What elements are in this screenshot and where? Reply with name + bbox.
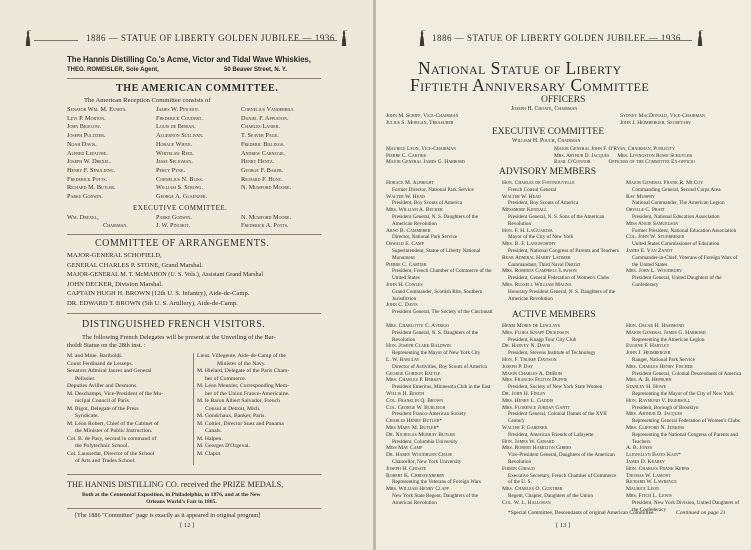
list-item: Jesse Seligman. <box>156 158 193 166</box>
executive-col2 <box>554 146 695 166</box>
officers-chairman: Joseph H. Choate, Chairman <box>511 106 578 112</box>
right-page-number: [ 13 ] <box>556 522 571 529</box>
active-members-title: ACTIVE MEMBERS <box>512 310 596 320</box>
member-name: Mrs. Charles Henry Fischer <box>626 363 693 370</box>
prize-medals-line: THE HANNIS DISTILLING CO. received the PRIZE MEDALS, <box>67 480 284 489</box>
member-name: Mrs. B. F. Langworthy <box>502 241 557 248</box>
list-item: Frederick Coudert. <box>156 114 203 122</box>
statue-of-liberty-icon <box>340 30 348 46</box>
list-item: Henry Hentz. <box>241 158 275 166</box>
member-name: John C. Davis <box>386 302 418 309</box>
list-item: Whitelaw Reid. <box>156 149 194 157</box>
member-name: Mrs. Flora Knapp Dickinson <box>502 329 569 336</box>
right-page <box>376 0 751 550</box>
ad-address: 50 Beaver Street, N. Y. <box>224 67 287 73</box>
member-name: Mrs. Robert Hamilton Gibbes <box>502 445 572 452</box>
statue-of-liberty-icon <box>696 30 704 46</box>
list-item: M. le Baron Albert Salvador, French <box>197 398 281 404</box>
french-visitors-title: DISTINGUISHED FRENCH VISITORS. <box>82 319 266 330</box>
member-description: President General, The Society of the Cincinnati <box>392 309 493 316</box>
member-description: President, American Friends of Lafayette <box>508 431 594 438</box>
member-description: President Franco-American Society <box>392 411 467 418</box>
list-item: the Minister of Public Instruction. <box>75 428 153 434</box>
member-description: President, National Congress of Parents and Teachers <box>508 247 619 254</box>
list-item: Noah Davis. <box>67 140 97 148</box>
officers-title: OFFICERS <box>541 95 586 105</box>
member-name: Robert K. Christenberry <box>386 472 445 479</box>
member-name: Thomas W. Lamont <box>626 472 671 479</box>
left-page-number: [ 12 ] <box>180 522 195 529</box>
list-item: William S. Strong. <box>156 184 204 192</box>
member-name: Col. John W. Stuebbeker <box>626 234 685 241</box>
executive-item: Maurice Leon, Vice-Chairman <box>386 146 456 152</box>
member-name: Col. Franklin Q. Brown <box>386 397 444 404</box>
executive-committee-heading: EXECUTIVE COMMITTEE <box>492 127 605 137</box>
list-item: M. Léon Meunier, Corresponding Mem- <box>197 383 290 389</box>
list-item: JOHN DECKER, Division Marshal. <box>67 280 163 288</box>
list-item: M. Deschamps, Vice-President of the Mu- <box>67 390 164 397</box>
executive-item: Mrs. Livingston Rowe Schuyler <box>617 152 692 159</box>
list-item: MAJOR-GENERAL SCHOFIELD, <box>67 252 162 259</box>
member-description: Commander-in-Chief, Veterans of Foreign Wars of the United States <box>632 254 738 268</box>
list-item: M. Léon Robert, Chief of the Cabinet of <box>67 420 159 427</box>
executive-member: Chairman. <box>103 222 128 229</box>
member-name: Mrs. A. B. Hepburn <box>626 377 672 384</box>
executive-item: Officers of the Committee Ex-officio <box>608 159 695 166</box>
advisory-col3 <box>626 180 742 289</box>
american-committee-title: THE AMERICAN COMMITTEE. <box>116 83 279 94</box>
member-description: United States Commissioner of Education <box>632 241 720 248</box>
member-name: Major Charles A. DeBois <box>502 370 563 377</box>
member-name: Mrs. John L. Woodbury <box>626 268 682 275</box>
member-name: Stanley H. Howe <box>626 384 667 391</box>
member-name: John J. Heimberger <box>626 350 671 357</box>
member-description: President, National Education Association <box>632 213 720 220</box>
member-name: Hon. Charles de Fontnouvelle <box>502 180 575 186</box>
member-name: Mrs Mary M. Butler* <box>386 424 440 431</box>
member-name: Mrs. Charles P. Berkey <box>386 377 442 384</box>
list-item: Lieut. Villegente, Aide-de-Camp of the <box>197 353 286 359</box>
list-item: T. Seaver Page. <box>241 132 279 140</box>
member-name: L. W. Barclay <box>386 356 420 363</box>
member-name: Hon. Raymond V. Ingersoll <box>626 397 691 404</box>
member-description: President, General Federation of Women's Clubs <box>508 275 609 282</box>
list-item: John Bigelow. <box>67 123 102 131</box>
member-name: Charles Henry Butler* <box>386 418 443 425</box>
list-item: nicipal Council of Paris. <box>75 398 131 404</box>
member-name: John H. Cowles <box>386 281 423 288</box>
advisory-col1 <box>386 180 496 316</box>
list-item: Senator Wm. M. Evarts. <box>67 106 127 113</box>
list-item: Horace White. <box>156 140 193 148</box>
member-name: Horace M. Albright <box>386 180 434 186</box>
ad-title: The Hannis Distilling Co.'s Acme, Victor and Tidal Wave Whiskies, <box>67 55 311 64</box>
visitors-col2 <box>197 353 290 458</box>
member-name: Eugene F. Hartley <box>626 343 670 350</box>
member-name: James E. Van Zandt <box>626 247 673 254</box>
right-page-header <box>376 33 751 47</box>
member-description: President, Boy Scouts of America <box>392 200 463 207</box>
member-description: Representing General Federation of Women's Clubs <box>632 418 740 425</box>
executive-member: N. Mumford Moore. <box>241 214 292 221</box>
member-description: Commanding General, Second Corps Area <box>632 186 721 193</box>
member-description: President, Borough of Brooklyn <box>632 404 699 411</box>
member-description: President General, United Daughters of the Confederacy <box>632 275 722 288</box>
committee-title-line2: Fiftieth Anniversary Committee <box>410 75 650 95</box>
arrangements-title: COMMITTEE OF ARRANGEMENTS. <box>95 238 270 249</box>
member-description: President, Knapp Tour City Club <box>508 336 577 343</box>
list-item: Frederick Potts. <box>67 175 108 183</box>
member-description: Former Director, National Park Service <box>392 186 474 193</box>
member-name: Hon. F. H. LaGuardia <box>502 227 553 234</box>
list-item: George F. Baker. <box>241 166 284 174</box>
list-item: Senators Admiral Jaures and General <box>67 368 152 374</box>
visitors-intro-line2: tholdi Statue on the 28th inst. : <box>67 342 146 349</box>
list-item: M. Clapot. <box>197 450 222 457</box>
list-item: DR. EDWARD T. BROWN (5th U. S. Artillery), Aide-de-Camp. <box>67 299 238 307</box>
member-name: Mrs. Henry L. Gaddis <box>502 397 554 404</box>
prize-medals-detail-2: Orleans World's Fair in 1885. <box>146 499 217 505</box>
active-col3 <box>626 323 742 513</box>
member-name: Col. George W. Burleigh <box>386 404 446 411</box>
list-item: M. Georges D'Orgeval. <box>197 443 250 449</box>
member-name: Dr. Harvey N. Davis <box>502 343 551 350</box>
executive-committee-title: EXECUTIVE COMMITTEE. <box>133 204 228 212</box>
officer-item: Julius S. Morgan, Treasurer <box>386 120 454 126</box>
officer-item: John M. Schiff, Vice-Chairman <box>386 113 459 119</box>
officers-right <box>620 113 705 127</box>
member-name: Joseph H. Choate <box>386 465 426 472</box>
member-name: Mrs. Frances Felton Duffie <box>502 377 568 384</box>
member-name: Walter W. Head <box>386 193 425 200</box>
list-item: Canals. <box>205 428 222 434</box>
list-item: MAJOR-GENERAL M. T. McMAHON (U. S. Vols.), Assistant Grand Marshal <box>67 271 264 279</box>
list-item: Pelissier. <box>75 375 96 382</box>
executive-item: Major General James G. Harbord <box>386 159 465 166</box>
member-description: Honorary President General, N. S. Daughters of the American Revolution <box>508 288 616 302</box>
list-item: Col. Laussedat, Director of the School <box>67 450 155 457</box>
list-item: Deputies Aviller and Desmons. <box>67 383 138 389</box>
member-name: Mrs. Arthur D. Jacques <box>626 411 683 418</box>
member-name: A. B. Jones <box>626 445 652 452</box>
reception-list-col3 <box>241 106 295 193</box>
list-item: Col. B. de Pasy, second in command of <box>67 435 157 442</box>
list-item: James W. Pinchot. <box>156 106 200 113</box>
executive-member: J. W. Pinchot. <box>156 222 191 229</box>
advisory-members-title: ADVISORY MEMBERS <box>499 167 597 177</box>
member-name: Mrs. Charles O. Gunther <box>502 486 563 493</box>
member-name: Pierre C. Cartier <box>386 261 427 268</box>
executive-item: Major General John F. O'Ryan, Chairman, Publicity <box>554 146 675 152</box>
member-name: Mrs. Fitch L. Lewis <box>626 492 672 499</box>
advisory-col2 <box>502 180 620 302</box>
member-description: Representing the National Congress of Parents and Teachers <box>632 431 738 445</box>
member-name: Mrs. Charlotte C. Avirigo <box>386 323 450 329</box>
member-description: Representing the Veterans of Foreign Wars <box>392 479 481 486</box>
member-name: Miss May Camp <box>386 445 423 452</box>
member-description: Executive Secretary, French Chamber of Commerce of the U. S. <box>508 472 617 486</box>
member-description: Representing the American Legion <box>632 336 705 343</box>
officer-item: John J. Heimberger, Secretary <box>620 120 691 126</box>
member-name: Mrs. William Henry Clapp <box>386 486 449 493</box>
left-footnote: [The 1886 "Committee" page is exactly as it appeared in original program] <box>75 512 261 519</box>
member-name: James D. Kearey <box>626 458 665 465</box>
visitors-col1 <box>67 353 163 466</box>
member-description: Chancellor, New York University <box>392 458 462 465</box>
member-name: Hon. Joseph Clark Baldwin <box>386 343 451 350</box>
list-item: Count Ferdinand de Lesseps. <box>67 360 134 367</box>
list-item: Henry F. Spaulding. <box>67 166 116 174</box>
member-description: Commandant, Third Naval District <box>508 261 581 268</box>
list-item: Richard F. Hunt. <box>241 175 283 183</box>
member-description: Representing the Mayor of the City of New York <box>632 390 734 397</box>
list-item: M. Gondchaux, Banker, Paris. <box>197 413 266 419</box>
list-item: Daniel F. Appleton. <box>241 114 289 122</box>
list-item: Louis de Bebian. <box>156 123 196 131</box>
member-name: Oswald E. Camp <box>386 241 424 248</box>
member-description: Vice-President General, Daughters of the American Revolution <box>508 452 615 465</box>
member-description: President, Society of New York State Women <box>508 384 603 391</box>
list-item: Richard M. Butler. <box>67 184 116 192</box>
member-name: Arno B. Cammerer <box>386 227 431 234</box>
member-description: Grand Commander, Scottish Rite, Southern Jurisdiction <box>392 288 483 302</box>
member-description: President General, N. S. Sons of the American Revolution <box>508 213 605 227</box>
member-description: President Emeritus, Minnesota Club in the East <box>392 384 491 391</box>
member-description: National Commander, The American Legion <box>632 200 725 207</box>
active-col2 <box>502 323 620 507</box>
member-name: Col. W. L. Halloran <box>502 499 551 506</box>
member-name: Messmore Kendall <box>502 207 547 214</box>
list-item: Charles Lanier. <box>241 123 280 131</box>
member-description: French Consul General <box>508 186 557 193</box>
left-header-text: 1886 — STATUE OF LIBERTY GOLDEN JUBILEE — 1936 <box>86 33 335 43</box>
member-name: Miss Angie Samuelson <box>626 220 679 227</box>
member-description: President, New York Division, United Daughters of the Confederacy <box>632 499 740 513</box>
member-name: Mrs. Russell William Magna <box>502 281 572 288</box>
list-item: CAPTAIN HUGH H. BROWN (12th U. S. Infantry), Aide-de-Camp. <box>67 290 250 298</box>
member-description: New York State Regent, Daughters of the American Revolution <box>392 492 478 506</box>
list-item: Andrew Carnegie. <box>241 149 286 157</box>
member-description: Director, National Park Service <box>392 234 458 241</box>
list-item: GENERAL CHARLES P. STONE, Grand Marshal. <box>67 261 203 269</box>
list-item: of Arts and Trades School. <box>75 458 136 464</box>
member-name: Willis H. Booth <box>386 390 425 397</box>
member-name: Mrs. Roberta Campbell Lawson <box>502 268 577 275</box>
member-description: President General, N. S. Daughters of the Revolution <box>392 329 479 343</box>
statue-of-liberty-icon <box>24 30 32 46</box>
reception-list-col1 <box>67 106 127 202</box>
list-item: M. Halpen. <box>197 435 223 442</box>
list-item: ber of Commerce. <box>205 375 247 382</box>
member-description: President, French Chamber of Commerce of the United States <box>392 268 492 282</box>
executive-item: Pierre C. Cartier <box>386 152 426 159</box>
member-description: Superintendent, Statue of Liberty National Monument <box>392 247 481 261</box>
executive-member: Wm. Drexel, <box>67 214 99 221</box>
reception-list-col2 <box>156 106 207 202</box>
member-description: President General, N. S. Daughters of the American Revolution <box>392 213 479 227</box>
officers-left <box>386 113 458 127</box>
list-item: George A. Glaenzer. <box>156 193 208 201</box>
executive-member: Parke Godwin. <box>156 214 192 221</box>
list-item: Parke Godwin. <box>67 193 103 201</box>
member-description: Ranger, National Park Service <box>632 356 695 363</box>
right-footnote: *Special Committee, Descendants of original American Committee. <box>508 510 655 516</box>
list-item: M. Bigot, Delegate of the Press <box>67 405 139 412</box>
arrangements-list <box>67 251 263 309</box>
left-page <box>0 0 373 550</box>
list-item: Consul at Detroit, Mich. <box>205 405 261 412</box>
list-item: Syndicate. <box>75 413 99 419</box>
list-item: Joseph Pulitzer. <box>67 132 106 140</box>
member-name: Firmin Giraud <box>502 465 535 472</box>
member-name: Ray Murphy <box>626 193 656 200</box>
member-description: President, Boy Scouts of America <box>508 200 579 207</box>
member-name: George Gordon Battle <box>386 370 441 377</box>
member-name: Mrs. Florence Jordan Gantt <box>502 404 571 411</box>
left-page-header <box>0 33 373 47</box>
list-item: Frederic Billings. <box>241 140 285 148</box>
member-description: President, Stevens Institute of Technology <box>508 350 596 357</box>
executive-item: Basil O'Connor <box>554 159 591 166</box>
executive-item: Mrs. Arthur D. Jacques <box>554 152 610 159</box>
executive-chairman: William H. Pouch, Chairman <box>512 138 581 144</box>
member-name: Hon. Charles Frank Kerns <box>626 465 690 472</box>
member-name: Llewellyn Bates Kain* <box>626 452 681 459</box>
member-name: Walter F. Gardner <box>502 424 548 431</box>
member-name: Rear Admiral Harry Latimer <box>502 254 571 261</box>
member-name: Mrs. William A. Becker <box>386 207 443 214</box>
member-name: Hon. Oscar H. Hammond <box>626 323 685 329</box>
list-item: N. Mumford Moore. <box>241 184 292 192</box>
member-name: Joseph P. Day <box>502 363 533 370</box>
executive-col1 <box>386 146 465 166</box>
member-name: Hon. F. Trubee Davison <box>502 356 557 363</box>
list-item: Joseph W. Drexel. <box>67 158 112 166</box>
member-description: President, Columbia University <box>392 438 458 445</box>
member-description: Mayor of the City of New York <box>508 234 574 241</box>
member-name: Henri Morin de Linclays <box>502 323 561 329</box>
member-name: Richard W. Lawrence <box>626 479 677 486</box>
list-item: Levi P. Morton. <box>67 114 106 122</box>
list-item: Cornelius Vanderbilt. <box>241 106 295 113</box>
list-item: Alfred Lefaivre. <box>67 149 108 157</box>
member-name: Walter W. Head <box>502 193 541 200</box>
member-name: Orville C. Pratt <box>626 207 665 214</box>
list-item: Cornelius N. Bliss. <box>156 175 204 183</box>
member-name: Dr. Harry Woodburn Chase <box>386 452 453 459</box>
member-name: Dr. Nicholas Murray Butler <box>386 431 455 438</box>
list-item: M. Cottier, Director Suez and Panama <box>197 420 284 427</box>
officer-item: Sydney MacDonald, Vice-Chairman <box>620 113 705 119</box>
list-item: the Polytechnic School. <box>75 443 129 449</box>
list-item: M. Hielard, Delegate of the Paris Cham- <box>197 368 290 374</box>
visitors-intro-line1: The following French Delegates will be present at the Unveiling of the Bar- <box>82 334 276 341</box>
active-col1 <box>386 323 496 507</box>
list-item: Algernon Sullivan. <box>156 132 204 140</box>
member-description: Former President, National Education Association <box>632 227 737 234</box>
statue-of-liberty-icon <box>418 30 426 46</box>
member-name: Hon. James W. Gerard <box>502 438 555 445</box>
member-description: President General, Colonial Dames of the XVII Century <box>508 411 607 425</box>
member-description: President General, Colonial Descendants of America <box>632 370 742 377</box>
list-item: Percy Pyne. <box>156 166 186 174</box>
ad-agent: THEO. ROMEISLER, Sole Agent, <box>67 67 159 73</box>
reception-intro: The American Reception Committee consists of <box>84 97 211 104</box>
member-name: Major General James G. Harbord <box>626 329 706 336</box>
list-item: M. and Mme. Bartholdi. <box>67 353 123 359</box>
list-item: Minister of the Navy. <box>217 360 266 367</box>
list-item: ber of the Union Franco-Americaine. <box>205 390 290 397</box>
right-header-text: 1886 — STATUE OF LIBERTY GOLDEN JUBILEE — 1936 <box>432 33 681 43</box>
member-description: Director of Activities, Boy Scouts of America <box>392 363 487 370</box>
member-name: Mrs. Clifford N. Jenkins <box>626 424 685 431</box>
continued-note: Continued on page 21 <box>676 510 726 516</box>
executive-member: Frederick A. Potts. <box>241 222 289 229</box>
member-name: Dr. John H. Finley <box>502 390 546 397</box>
member-name: Maurice Leon <box>626 486 659 493</box>
member-name: Major General Frank R. McCoy <box>626 180 704 186</box>
prize-medals-detail-1: Both at the Centennial Exposition, in Philadelphia, in 1876, and at the New <box>82 492 261 498</box>
member-description: Representing the Mayor of New York City <box>392 350 481 357</box>
committee-title-line1: National Statue of Liberty <box>418 58 622 78</box>
member-description: Regent, Chapter, Daughters of the Union <box>508 492 593 499</box>
